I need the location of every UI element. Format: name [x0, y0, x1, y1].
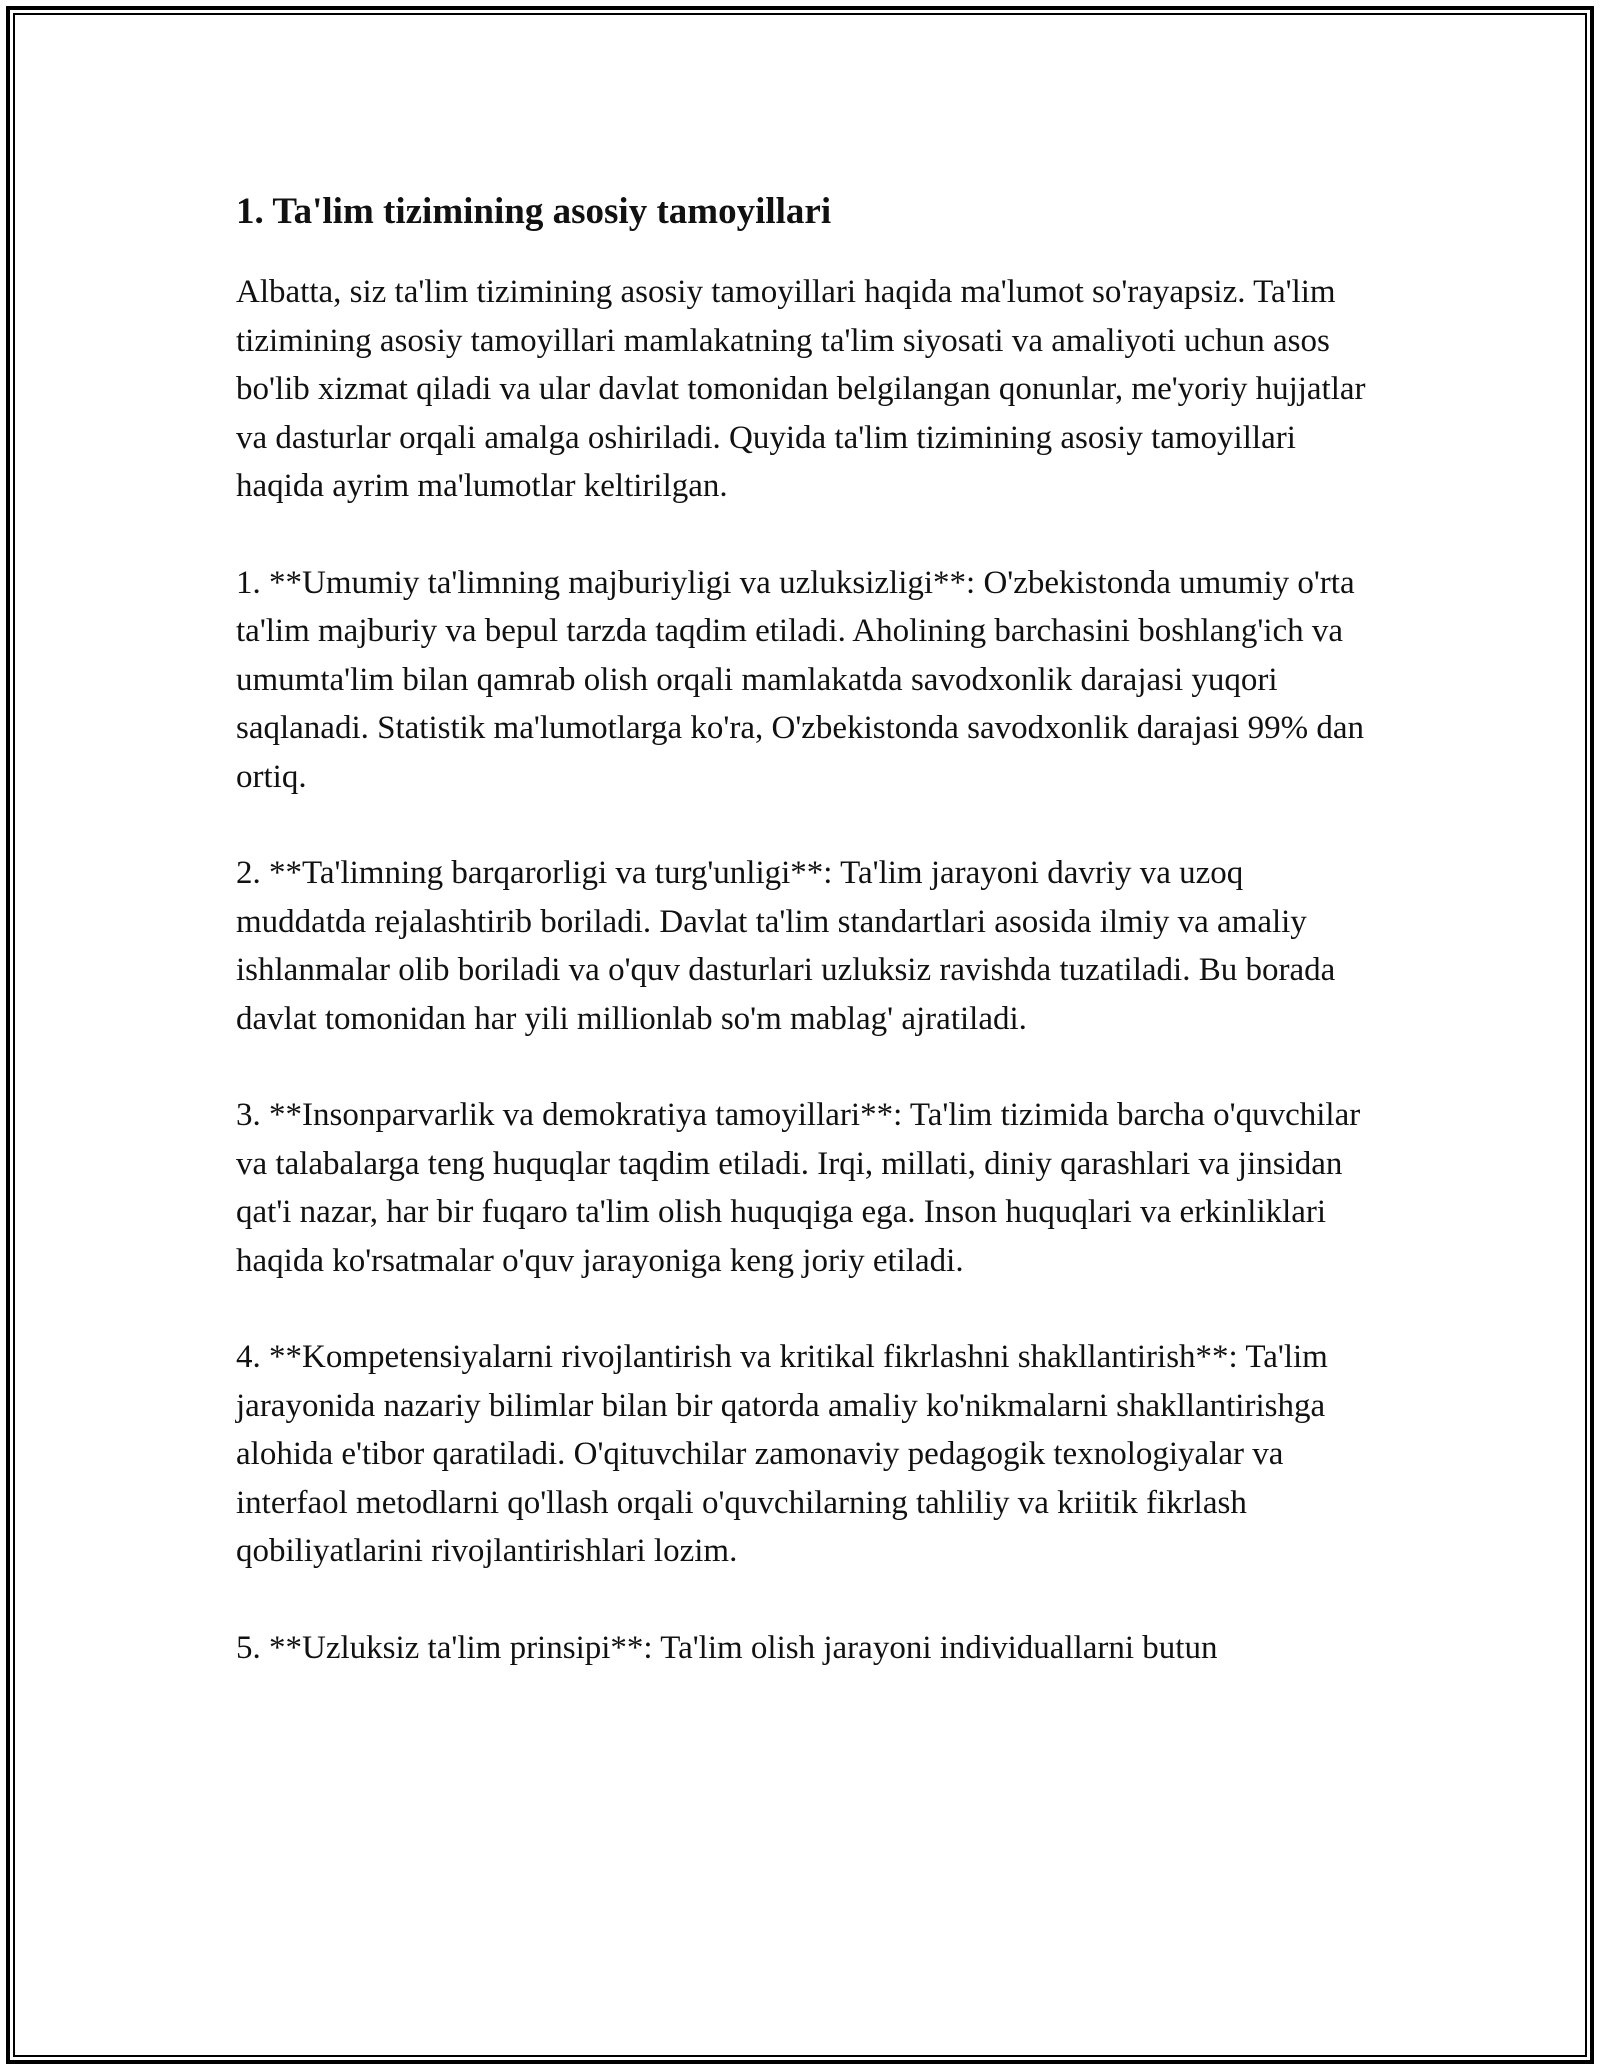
principle-3-paragraph: 3. **Insonparvarlik va demokratiya tamoyillari**: Ta'lim tizimida barcha o'quvchilar va talabalarga teng huquqlar taqdim etiladi. Irqi, millati, diniy qarashlari va jinsidan qat'i nazar, har bir fuqaro ta'lim olish huquqiga ega. Inson huquqlari va erkinliklari haqida ko'rsatmalar o'quv jarayoniga keng joriy etiladi.: [236, 1097, 1361, 1279]
intro-paragraph: Albatta, siz ta'lim tizimining asosiy tamoyillari haqida ma'lumot so'rayapsiz. Ta'lim tizimining asosiy tamoyillari mamlakatning ta'lim siyosati va amaliyoti uchun asos bo'lib xizmat qiladi va ular davlat tomonidan belgilangan qonunlar, me'yoriy hujjatlar va dasturlar orqali amalga oshiriladi. Quyida ta'lim tizimining asosiy tamoyillari haqida ayrim ma'lumotlar keltirilgan.: [236, 274, 1366, 504]
document-title: 1. Ta'lim tizimining asosiy tamoyillari: [236, 191, 832, 232]
document-body: [236, 184, 1376, 1672]
principle-4-paragraph: 4. **Kompetensiyalarni rivojlantirish va kritikal fikrlashni shakllantirish**: Ta'lim jarayonida nazariy bilimlar bilan bir qatorda amaliy ko'nikmalarni shakllantirishga alohida e'tibor qaratiladi. O'qituvchilar zamonaviy pedagogik texnologiyalar va interfaol metodlarni qo'llash orqali o'quvchilarning tahliliy va kriitik fikrlash qobiliyatlarini rivojlantirishlari lozim.: [236, 1339, 1328, 1569]
principle-1-paragraph: 1. **Umumiy ta'limning majburiyligi va uzluksizligi**: O'zbekistonda umumiy o'rta ta'lim majburiy va bepul tarzda taqdim etiladi. Aholining barchasini boshlang'ich va umumta'lim bilan qamrab olish orqali mamlakatda savodxonlik darajasi yuqori saqlanadi. Statistik ma'lumotlarga ko'ra, O'zbekistonda savodxonlik darajasi 99% dan ortiq.: [236, 564, 1364, 795]
principle-5-paragraph: 5. **Uzluksiz ta'lim prinsipi**: Ta'lim olish jarayoni individuallarni butun: [236, 1629, 1218, 1666]
principle-2-paragraph: 2. **Ta'limning barqarorligi va turg'unligi**: Ta'lim jarayoni davriy va uzoq muddatda rejalashtirib boriladi. Davlat ta'lim standartlari asosida ilmiy va amaliy ishlanmalar olib boriladi va o'quv dasturlari uzluksiz ravishda tuzatiladi. Bu borada davlat tomonidan har yili millionlab so'm mablag' ajratiladi.: [236, 855, 1336, 1037]
